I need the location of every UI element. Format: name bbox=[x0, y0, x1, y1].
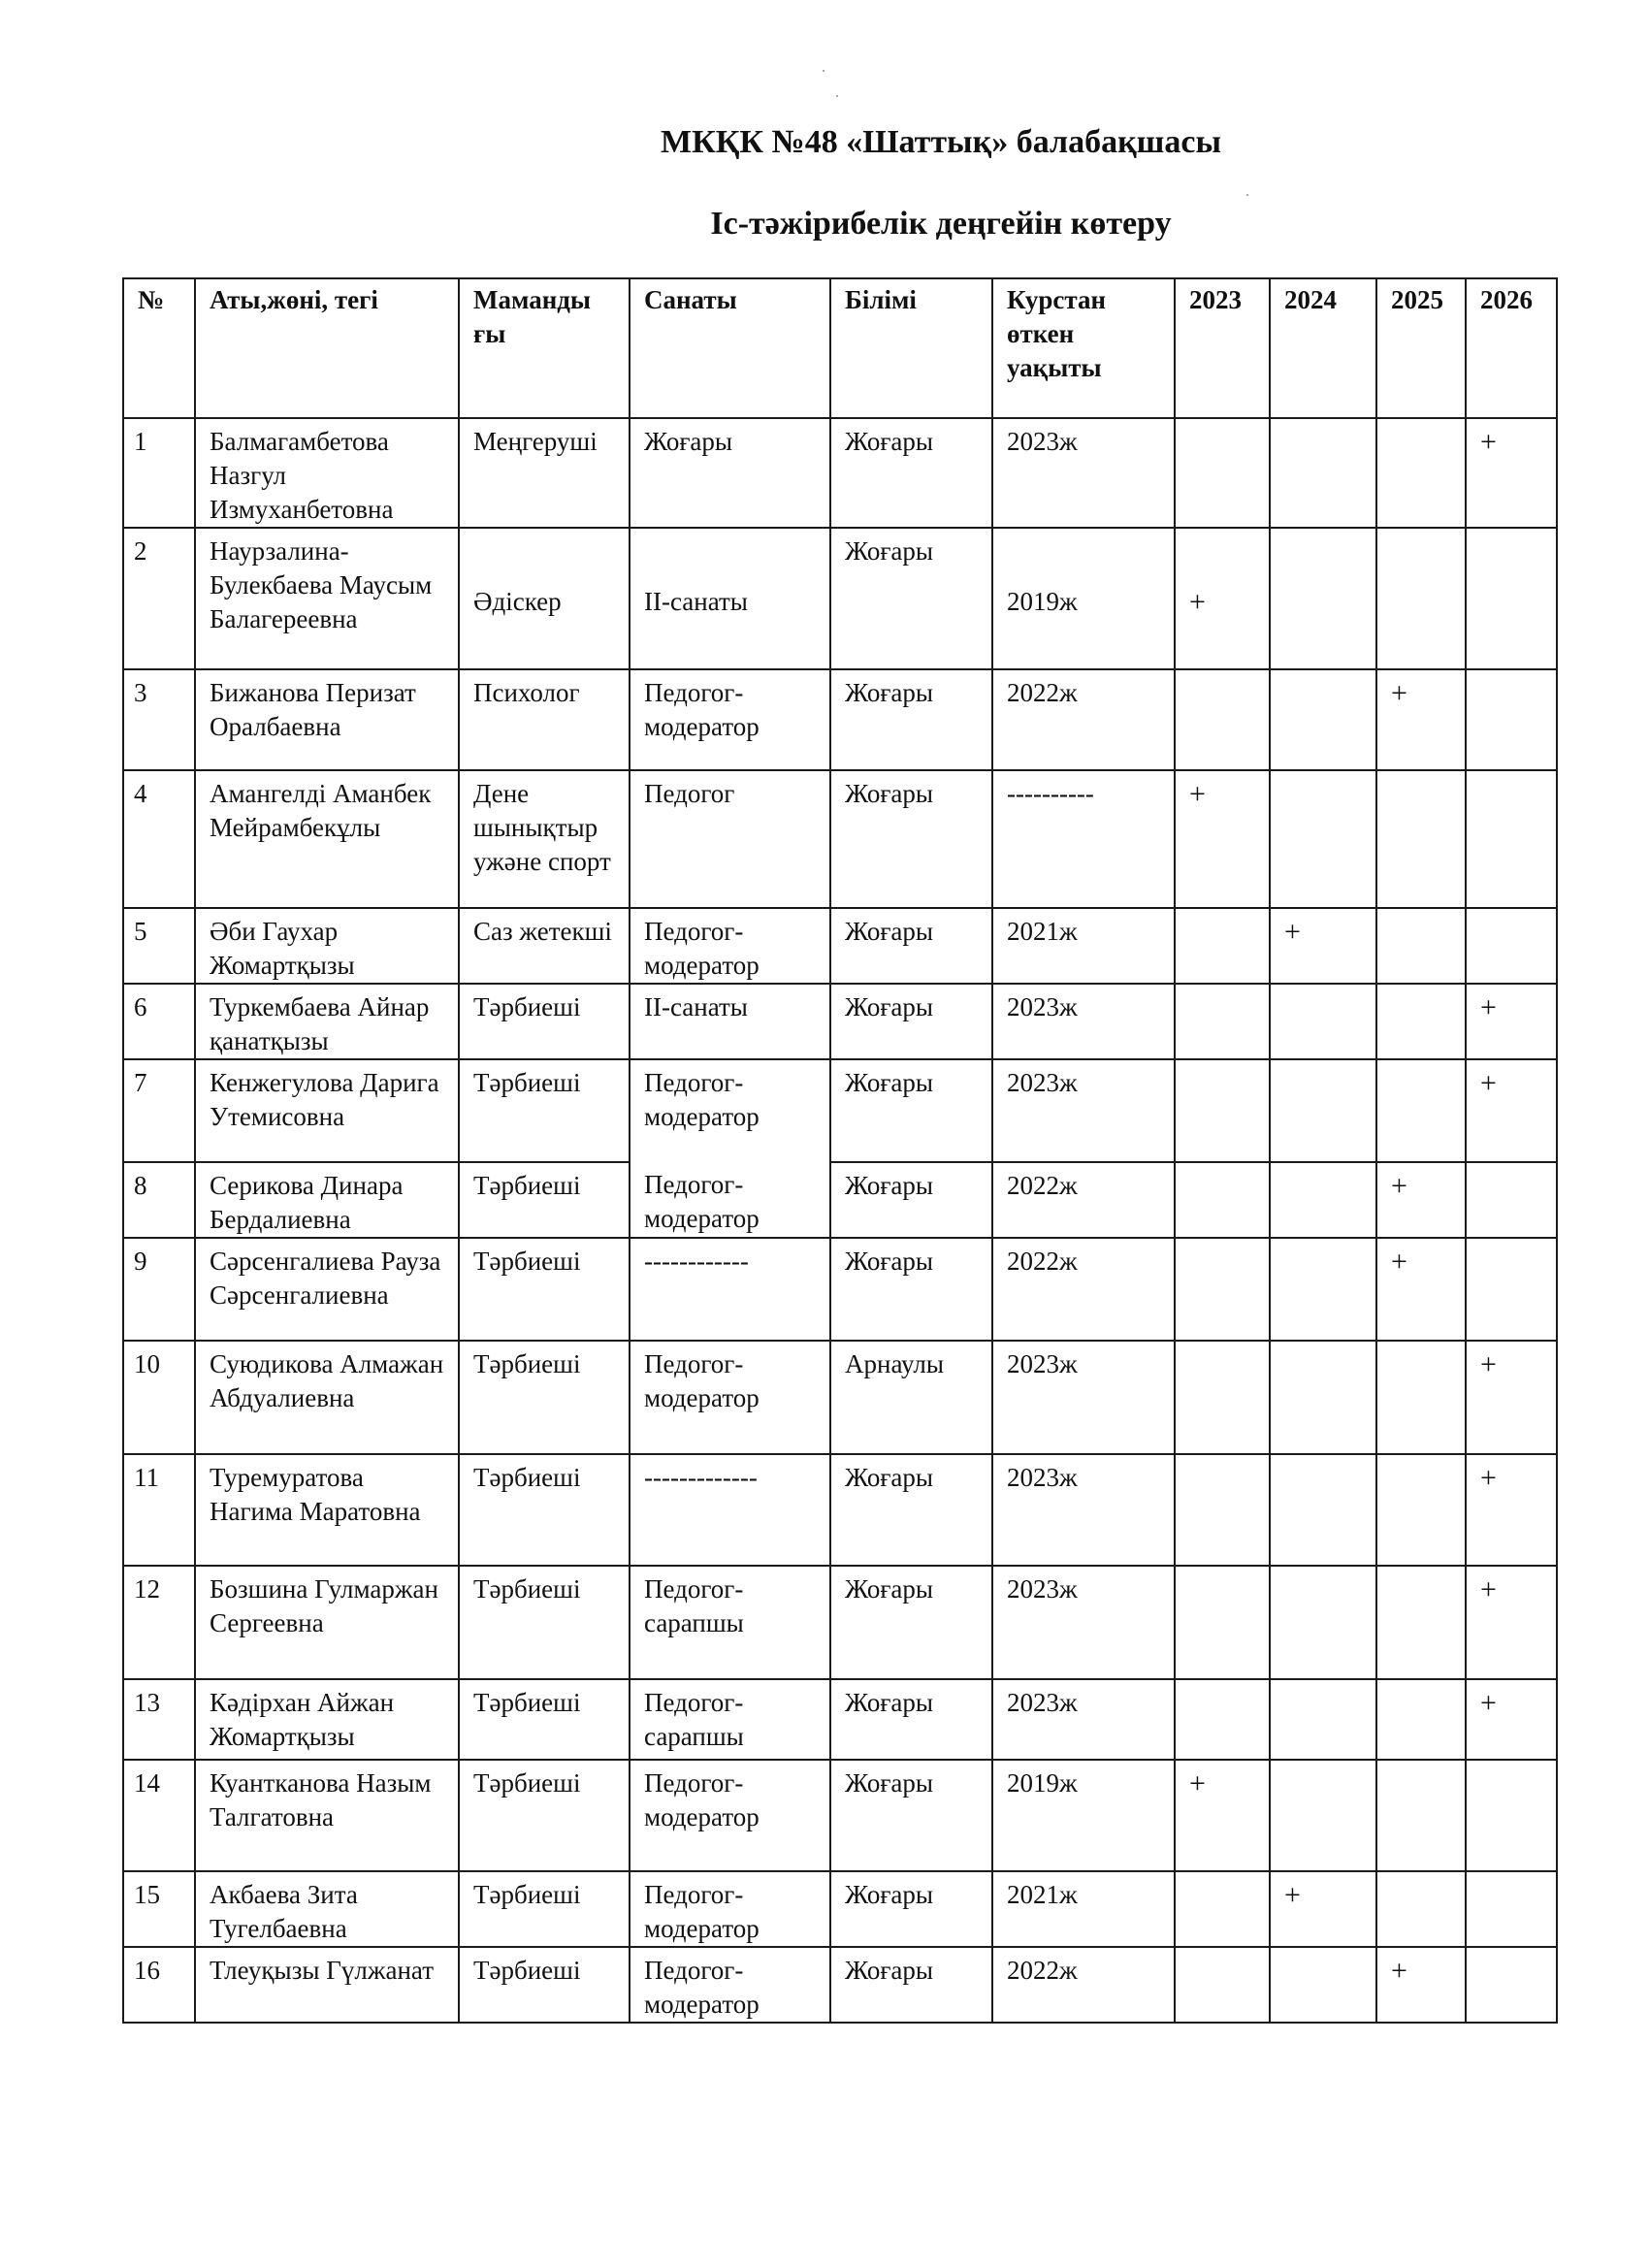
scan-speck bbox=[836, 95, 838, 97]
cell-category: Педогог-модератор bbox=[630, 908, 830, 984]
table-row bbox=[123, 1679, 1557, 1760]
cell-2023 bbox=[1175, 1679, 1270, 1760]
cell-specialty: Тәрбиеші bbox=[459, 1871, 630, 1947]
cell-category: ------------ bbox=[630, 1238, 830, 1341]
cell-2026: + bbox=[1466, 1059, 1557, 1162]
cell-education: Жоғары bbox=[830, 669, 992, 770]
cell-education: Жоғары bbox=[830, 528, 992, 669]
cell-2026: + bbox=[1466, 984, 1557, 1059]
cell-2025: + bbox=[1376, 1162, 1466, 1238]
cell-2025: + bbox=[1376, 669, 1466, 770]
cell-2025: + bbox=[1376, 1947, 1466, 2023]
cell-education: Жоғары bbox=[830, 1679, 992, 1760]
cell-number: 6 bbox=[123, 984, 195, 1059]
cell-2024 bbox=[1270, 1059, 1376, 1162]
table-body bbox=[123, 418, 1557, 2023]
staff-training-table bbox=[122, 277, 1558, 2024]
cell-2026 bbox=[1466, 908, 1557, 984]
cell-2023 bbox=[1175, 1871, 1270, 1947]
cell-number: 2 bbox=[123, 528, 195, 669]
cell-specialty: Дене шынықтыр ужәне спорт bbox=[459, 770, 630, 908]
cell-category: ІІ-санаты bbox=[630, 528, 830, 669]
cell-2024 bbox=[1270, 1566, 1376, 1679]
cell-course-date: 2022ж bbox=[992, 1238, 1175, 1341]
cell-specialty: Саз жетекші bbox=[459, 908, 630, 984]
cell-education: Жоғары bbox=[830, 1947, 992, 2023]
cell-2026 bbox=[1466, 1871, 1557, 1947]
scan-speck bbox=[1246, 194, 1248, 196]
cell-course-date: 2023ж bbox=[992, 1454, 1175, 1566]
cell-category-row7: Педогог-модератор bbox=[644, 1068, 760, 1131]
cell-2023 bbox=[1175, 984, 1270, 1059]
cell-education: Жоғары bbox=[830, 984, 992, 1059]
cell-specialty: Тәрбиеші bbox=[459, 1454, 630, 1566]
table-row bbox=[123, 528, 1557, 669]
table-row bbox=[123, 1162, 1557, 1238]
cell-number: 7 bbox=[123, 1059, 195, 1162]
cell-2024 bbox=[1270, 770, 1376, 908]
cell-course-date: ---------- bbox=[992, 770, 1175, 908]
cell-education: Жоғары bbox=[830, 1871, 992, 1947]
cell-specialty: Тәрбиеші bbox=[459, 1162, 630, 1238]
cell-2025 bbox=[1376, 908, 1466, 984]
cell-education: Жоғары bbox=[830, 1238, 992, 1341]
cell-number: 4 bbox=[123, 770, 195, 908]
cell-2024: + bbox=[1270, 1871, 1376, 1947]
header-category: Санаты bbox=[630, 278, 830, 418]
table-row bbox=[123, 669, 1557, 770]
cell-number: 8 bbox=[123, 1162, 195, 1238]
cell-name: Туркембаева Айнар қанатқызы bbox=[195, 984, 459, 1059]
cell-2025 bbox=[1376, 770, 1466, 908]
cell-course-date: 2021ж bbox=[992, 1871, 1175, 1947]
header-education: Білімі bbox=[830, 278, 992, 418]
cell-2023 bbox=[1175, 1947, 1270, 2023]
cell-2023 bbox=[1175, 1566, 1270, 1679]
header-2023: 2023 bbox=[1175, 278, 1270, 418]
cell-2025 bbox=[1376, 1341, 1466, 1454]
cell-course-date: 2023ж bbox=[992, 1341, 1175, 1454]
cell-category-row8: Педогог-модератор bbox=[644, 1170, 760, 1233]
cell-name: Бижанова Перизат Оралбаевна bbox=[195, 669, 459, 770]
cell-education: Жоғары bbox=[830, 1454, 992, 1566]
cell-number: 1 bbox=[123, 418, 195, 528]
cell-course-date: 2019ж bbox=[992, 1760, 1175, 1871]
header-2024: 2024 bbox=[1270, 278, 1376, 418]
cell-2023 bbox=[1175, 1454, 1270, 1566]
cell-name: Тлеуқызы Гүлжанат bbox=[195, 1947, 459, 2023]
cell-2026 bbox=[1466, 1238, 1557, 1341]
cell-2026 bbox=[1466, 770, 1557, 908]
table-row bbox=[123, 1454, 1557, 1566]
cell-2026 bbox=[1466, 528, 1557, 669]
cell-specialty: Тәрбиеші bbox=[459, 1238, 630, 1341]
cell-2024 bbox=[1270, 418, 1376, 528]
cell-education: Жоғары bbox=[830, 1760, 992, 1871]
cell-course-date: 2023ж bbox=[992, 1059, 1175, 1162]
table-row bbox=[123, 1760, 1557, 1871]
cell-2025 bbox=[1376, 1454, 1466, 1566]
cell-2023: + bbox=[1175, 770, 1270, 908]
cell-name: Бозшина Гулмаржан Сергеевна bbox=[195, 1566, 459, 1679]
cell-category: Педогог-сарапшы bbox=[630, 1679, 830, 1760]
cell-course-date: 2019ж bbox=[992, 528, 1175, 669]
header-course-date: Курстан өткен уақыты bbox=[992, 278, 1175, 418]
scan-speck bbox=[823, 70, 824, 72]
cell-name: Суюдикова Алмажан Абдуалиевна bbox=[195, 1341, 459, 1454]
cell-2023 bbox=[1175, 669, 1270, 770]
table-row bbox=[123, 1566, 1557, 1679]
cell-2024 bbox=[1270, 528, 1376, 669]
cell-name: Куантканова Назым Талгатовна bbox=[195, 1760, 459, 1871]
cell-2025 bbox=[1376, 1566, 1466, 1679]
cell-name: Акбаева Зита Тугелбаевна bbox=[195, 1871, 459, 1947]
cell-2024 bbox=[1270, 984, 1376, 1059]
cell-2023 bbox=[1175, 1059, 1270, 1162]
cell-course-date: 2022ж bbox=[992, 1947, 1175, 2023]
cell-specialty: Тәрбиеші bbox=[459, 1566, 630, 1679]
cell-course-date: 2021ж bbox=[992, 908, 1175, 984]
cell-category: ------------- bbox=[630, 1454, 830, 1566]
cell-2023 bbox=[1175, 908, 1270, 984]
cell-2026 bbox=[1466, 669, 1557, 770]
cell-2025 bbox=[1376, 984, 1466, 1059]
cell-2025: + bbox=[1376, 1238, 1466, 1341]
header-number: № bbox=[123, 278, 195, 418]
cell-number: 13 bbox=[123, 1679, 195, 1760]
cell-2026 bbox=[1466, 1947, 1557, 2023]
cell-education: Жоғары bbox=[830, 1566, 992, 1679]
table-header-row bbox=[123, 278, 1557, 418]
cell-name: Наурзалина-Булекбаева Маусым Балагереевна bbox=[195, 528, 459, 669]
header-name: Аты,жөні, тегі bbox=[195, 278, 459, 418]
cell-category: Педогог-модератор bbox=[630, 669, 830, 770]
cell-specialty: Тәрбиеші bbox=[459, 1760, 630, 1871]
cell-2026: + bbox=[1466, 1454, 1557, 1566]
cell-number: 9 bbox=[123, 1238, 195, 1341]
cell-course-date: 2022ж bbox=[992, 669, 1175, 770]
cell-number: 14 bbox=[123, 1760, 195, 1871]
cell-2023: + bbox=[1175, 528, 1270, 669]
cell-category: Педогог-сарапшы bbox=[630, 1566, 830, 1679]
cell-number: 12 bbox=[123, 1566, 195, 1679]
cell-2025 bbox=[1376, 1679, 1466, 1760]
cell-specialty: Тәрбиеші bbox=[459, 1679, 630, 1760]
header-2026: 2026 bbox=[1466, 278, 1557, 418]
cell-specialty: Әдіскер bbox=[459, 528, 630, 669]
cell-number: 3 bbox=[123, 669, 195, 770]
cell-2023: + bbox=[1175, 1760, 1270, 1871]
cell-category: Педогог bbox=[630, 770, 830, 908]
header-2025: 2025 bbox=[1376, 278, 1466, 418]
cell-specialty: Тәрбиеші bbox=[459, 984, 630, 1059]
cell-specialty: Меңгеруші bbox=[459, 418, 630, 528]
cell-education: Жоғары bbox=[830, 770, 992, 908]
cell-name: Сәрсенгалиева Рауза Сәрсенгалиевна bbox=[195, 1238, 459, 1341]
cell-2024 bbox=[1270, 1238, 1376, 1341]
table-row bbox=[123, 1871, 1557, 1947]
table-row bbox=[123, 1341, 1557, 1454]
cell-number: 11 bbox=[123, 1454, 195, 1566]
cell-category: Жоғары bbox=[630, 418, 830, 528]
cell-name: Балмагамбетова Назгул Измуханбетовна bbox=[195, 418, 459, 528]
document-subtitle: Іс-тәжірибелік деңгейін көтеру bbox=[710, 206, 1172, 242]
cell-2024 bbox=[1270, 669, 1376, 770]
cell-2024: + bbox=[1270, 908, 1376, 984]
table-row bbox=[123, 1238, 1557, 1341]
cell-course-date: 2023ж bbox=[992, 418, 1175, 528]
cell-category bbox=[630, 1059, 830, 1238]
cell-2026: + bbox=[1466, 1341, 1557, 1454]
cell-2026: + bbox=[1466, 1566, 1557, 1679]
cell-number: 10 bbox=[123, 1341, 195, 1454]
cell-education: Жоғары bbox=[830, 1059, 992, 1162]
cell-2025 bbox=[1376, 1871, 1466, 1947]
cell-2026 bbox=[1466, 1760, 1557, 1871]
cell-2024 bbox=[1270, 1947, 1376, 2023]
cell-2023 bbox=[1175, 1238, 1270, 1341]
cell-2023 bbox=[1175, 1341, 1270, 1454]
cell-2026: + bbox=[1466, 1679, 1557, 1760]
cell-education: Жоғары bbox=[830, 1162, 992, 1238]
cell-name: Туремуратова Нагима Маратовна bbox=[195, 1454, 459, 1566]
cell-specialty: Тәрбиеші bbox=[459, 1947, 630, 2023]
table-row bbox=[123, 418, 1557, 528]
cell-name: Амангелді Аманбек Мейрамбекұлы bbox=[195, 770, 459, 908]
cell-2023 bbox=[1175, 418, 1270, 528]
table-row bbox=[123, 1059, 1557, 1162]
cell-number: 15 bbox=[123, 1871, 195, 1947]
cell-number: 5 bbox=[123, 908, 195, 984]
cell-course-date: 2023ж bbox=[992, 1566, 1175, 1679]
cell-2025 bbox=[1376, 1059, 1466, 1162]
cell-category: Педогог-модератор bbox=[630, 1760, 830, 1871]
cell-2025 bbox=[1376, 418, 1466, 528]
cell-2024 bbox=[1270, 1341, 1376, 1454]
table-row bbox=[123, 1947, 1557, 2023]
table-row bbox=[123, 770, 1557, 908]
cell-2026: + bbox=[1466, 418, 1557, 528]
cell-name: Кенжегулова Дарига Утемисовна bbox=[195, 1059, 459, 1162]
cell-education: Жоғары bbox=[830, 908, 992, 984]
cell-2024 bbox=[1270, 1162, 1376, 1238]
cell-course-date: 2023ж bbox=[992, 1679, 1175, 1760]
document-title: МКҚК №48 «Шаттық» балабақшасы bbox=[660, 124, 1222, 160]
cell-category: Педогог-модератор bbox=[630, 1341, 830, 1454]
cell-category: Педогог-модератор bbox=[630, 1871, 830, 1947]
cell-2024 bbox=[1270, 1760, 1376, 1871]
cell-2025 bbox=[1376, 1760, 1466, 1871]
cell-name: Кәдірхан Айжан Жомартқызы bbox=[195, 1679, 459, 1760]
cell-number: 16 bbox=[123, 1947, 195, 2023]
table-row bbox=[123, 984, 1557, 1059]
cell-category: Педогог-модератор bbox=[630, 1947, 830, 2023]
cell-education: Арнаулы bbox=[830, 1341, 992, 1454]
cell-course-date: 2022ж bbox=[992, 1162, 1175, 1238]
cell-2025 bbox=[1376, 528, 1466, 669]
cell-2024 bbox=[1270, 1454, 1376, 1566]
cell-education: Жоғары bbox=[830, 418, 992, 528]
cell-specialty: Психолог bbox=[459, 669, 630, 770]
table-row bbox=[123, 908, 1557, 984]
cell-2024 bbox=[1270, 1679, 1376, 1760]
cell-specialty: Тәрбиеші bbox=[459, 1341, 630, 1454]
cell-2026 bbox=[1466, 1162, 1557, 1238]
header-specialty: Маманды ғы bbox=[459, 278, 630, 418]
cell-name: Серикова Динара Бердалиевна bbox=[195, 1162, 459, 1238]
cell-name: Әби Гаухар Жомартқызы bbox=[195, 908, 459, 984]
cell-specialty: Тәрбиеші bbox=[459, 1059, 630, 1162]
cell-category: ІІ-санаты bbox=[630, 984, 830, 1059]
cell-2023 bbox=[1175, 1162, 1270, 1238]
cell-course-date: 2023ж bbox=[992, 984, 1175, 1059]
